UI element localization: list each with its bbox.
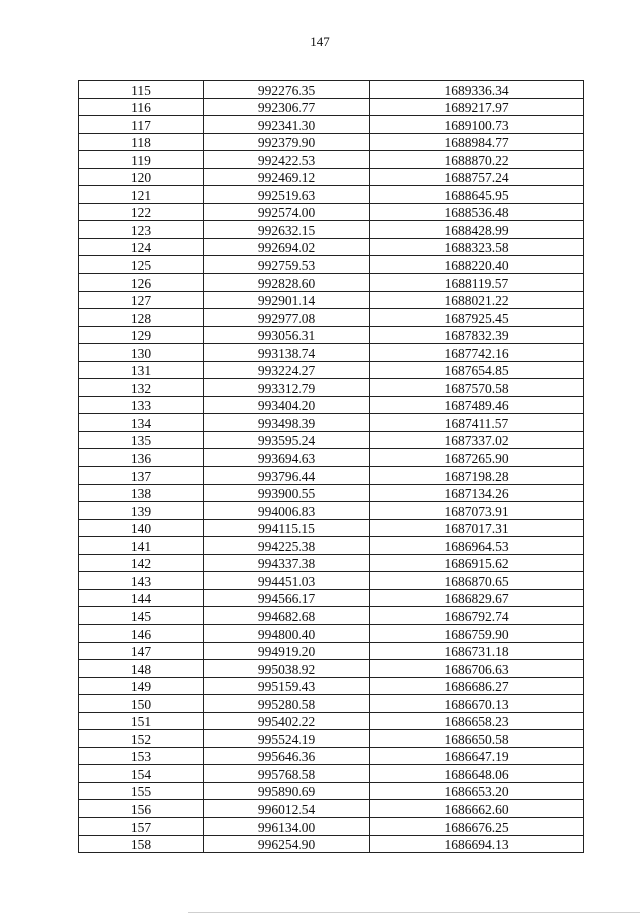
y-coordinate-cell: 1687742.16 <box>370 344 584 362</box>
table-row <box>79 168 584 186</box>
x-coordinate-cell: 995402.22 <box>204 712 370 730</box>
point-number-cell: 140 <box>79 519 204 537</box>
y-coordinate-cell: 1687337.02 <box>370 431 584 449</box>
point-number-cell: 116 <box>79 98 204 116</box>
x-coordinate-cell: 993694.63 <box>204 449 370 467</box>
point-number-cell: 134 <box>79 414 204 432</box>
point-number-cell: 117 <box>79 116 204 134</box>
y-coordinate-cell: 1686731.18 <box>370 642 584 660</box>
table-row <box>79 186 584 204</box>
table-row <box>79 344 584 362</box>
table-row <box>79 624 584 642</box>
x-coordinate-cell: 993138.74 <box>204 344 370 362</box>
point-number-cell: 148 <box>79 660 204 678</box>
x-coordinate-cell: 992632.15 <box>204 221 370 239</box>
point-number-cell: 130 <box>79 344 204 362</box>
coordinate-table-body <box>79 81 584 853</box>
x-coordinate-cell: 992901.14 <box>204 291 370 309</box>
point-number-cell: 118 <box>79 133 204 151</box>
table-row <box>79 309 584 327</box>
y-coordinate-cell: 1688220.40 <box>370 256 584 274</box>
x-coordinate-cell: 993900.55 <box>204 484 370 502</box>
y-coordinate-cell: 1688870.22 <box>370 151 584 169</box>
y-coordinate-cell: 1688323.58 <box>370 238 584 256</box>
x-coordinate-cell: 992574.00 <box>204 203 370 221</box>
y-coordinate-cell: 1686870.65 <box>370 572 584 590</box>
x-coordinate-cell: 995768.58 <box>204 765 370 783</box>
scan-edge-mark <box>188 912 640 913</box>
point-number-cell: 141 <box>79 537 204 555</box>
table-row <box>79 660 584 678</box>
y-coordinate-cell: 1688021.22 <box>370 291 584 309</box>
point-number-cell: 131 <box>79 361 204 379</box>
point-number-cell: 133 <box>79 396 204 414</box>
x-coordinate-cell: 992519.63 <box>204 186 370 204</box>
table-row <box>79 414 584 432</box>
table-row <box>79 572 584 590</box>
point-number-cell: 121 <box>79 186 204 204</box>
x-coordinate-cell: 994919.20 <box>204 642 370 660</box>
table-row <box>79 607 584 625</box>
table-row <box>79 256 584 274</box>
table-row <box>79 221 584 239</box>
y-coordinate-cell: 1687198.28 <box>370 467 584 485</box>
y-coordinate-cell: 1687832.39 <box>370 326 584 344</box>
y-coordinate-cell: 1687925.45 <box>370 309 584 327</box>
point-number-cell: 128 <box>79 309 204 327</box>
point-number-cell: 126 <box>79 274 204 292</box>
y-coordinate-cell: 1686792.74 <box>370 607 584 625</box>
x-coordinate-cell: 993312.79 <box>204 379 370 397</box>
y-coordinate-cell: 1686653.20 <box>370 782 584 800</box>
x-coordinate-cell: 994566.17 <box>204 589 370 607</box>
point-number-cell: 127 <box>79 291 204 309</box>
table-row <box>79 133 584 151</box>
table-row <box>79 519 584 537</box>
y-coordinate-cell: 1687411.57 <box>370 414 584 432</box>
table-row <box>79 817 584 835</box>
x-coordinate-cell: 994800.40 <box>204 624 370 642</box>
y-coordinate-cell: 1689100.73 <box>370 116 584 134</box>
x-coordinate-cell: 996134.00 <box>204 817 370 835</box>
point-number-cell: 150 <box>79 695 204 713</box>
table-row <box>79 502 584 520</box>
y-coordinate-cell: 1686915.62 <box>370 554 584 572</box>
x-coordinate-cell: 995646.36 <box>204 747 370 765</box>
table-row <box>79 835 584 853</box>
table-row <box>79 361 584 379</box>
x-coordinate-cell: 995280.58 <box>204 695 370 713</box>
page-number: 147 <box>310 34 330 49</box>
y-coordinate-cell: 1686662.60 <box>370 800 584 818</box>
y-coordinate-cell: 1686706.63 <box>370 660 584 678</box>
y-coordinate-cell: 1687017.31 <box>370 519 584 537</box>
y-coordinate-cell: 1688645.95 <box>370 186 584 204</box>
y-coordinate-cell: 1688428.99 <box>370 221 584 239</box>
point-number-cell: 123 <box>79 221 204 239</box>
y-coordinate-cell: 1686694.13 <box>370 835 584 853</box>
point-number-cell: 153 <box>79 747 204 765</box>
point-number-cell: 152 <box>79 730 204 748</box>
table-row <box>79 379 584 397</box>
x-coordinate-cell: 993056.31 <box>204 326 370 344</box>
x-coordinate-cell: 992759.53 <box>204 256 370 274</box>
table-row <box>79 800 584 818</box>
point-number-cell: 144 <box>79 589 204 607</box>
y-coordinate-cell: 1687654.85 <box>370 361 584 379</box>
table-row <box>79 730 584 748</box>
table-row <box>79 98 584 116</box>
coordinate-table <box>78 80 584 853</box>
table-row <box>79 712 584 730</box>
x-coordinate-cell: 993498.39 <box>204 414 370 432</box>
x-coordinate-cell: 994225.38 <box>204 537 370 555</box>
y-coordinate-cell: 1688536.48 <box>370 203 584 221</box>
x-coordinate-cell: 993224.27 <box>204 361 370 379</box>
x-coordinate-cell: 992977.08 <box>204 309 370 327</box>
y-coordinate-cell: 1689217.97 <box>370 98 584 116</box>
y-coordinate-cell: 1686670.13 <box>370 695 584 713</box>
point-number-cell: 146 <box>79 624 204 642</box>
x-coordinate-cell: 993404.20 <box>204 396 370 414</box>
table-row <box>79 396 584 414</box>
x-coordinate-cell: 992694.02 <box>204 238 370 256</box>
point-number-cell: 125 <box>79 256 204 274</box>
y-coordinate-cell: 1688119.57 <box>370 274 584 292</box>
point-number-cell: 122 <box>79 203 204 221</box>
x-coordinate-cell: 996254.90 <box>204 835 370 853</box>
point-number-cell: 154 <box>79 765 204 783</box>
x-coordinate-cell: 994337.38 <box>204 554 370 572</box>
table-row <box>79 326 584 344</box>
point-number-cell: 124 <box>79 238 204 256</box>
point-number-cell: 132 <box>79 379 204 397</box>
y-coordinate-cell: 1686686.27 <box>370 677 584 695</box>
x-coordinate-cell: 994451.03 <box>204 572 370 590</box>
y-coordinate-cell: 1686829.67 <box>370 589 584 607</box>
y-coordinate-cell: 1687134.26 <box>370 484 584 502</box>
x-coordinate-cell: 992828.60 <box>204 274 370 292</box>
point-number-cell: 147 <box>79 642 204 660</box>
x-coordinate-cell: 992422.53 <box>204 151 370 169</box>
point-number-cell: 135 <box>79 431 204 449</box>
x-coordinate-cell: 992306.77 <box>204 98 370 116</box>
table-row <box>79 431 584 449</box>
point-number-cell: 155 <box>79 782 204 800</box>
point-number-cell: 158 <box>79 835 204 853</box>
table-row <box>79 537 584 555</box>
table-row <box>79 151 584 169</box>
x-coordinate-cell: 995159.43 <box>204 677 370 695</box>
table-row <box>79 589 584 607</box>
point-number-cell: 129 <box>79 326 204 344</box>
table-row <box>79 695 584 713</box>
table-row <box>79 238 584 256</box>
x-coordinate-cell: 995038.92 <box>204 660 370 678</box>
point-number-cell: 139 <box>79 502 204 520</box>
x-coordinate-cell: 992379.90 <box>204 133 370 151</box>
table-row <box>79 116 584 134</box>
table-row <box>79 554 584 572</box>
y-coordinate-cell: 1687265.90 <box>370 449 584 467</box>
x-coordinate-cell: 995890.69 <box>204 782 370 800</box>
y-coordinate-cell: 1686676.25 <box>370 817 584 835</box>
x-coordinate-cell: 993796.44 <box>204 467 370 485</box>
y-coordinate-cell: 1686964.53 <box>370 537 584 555</box>
table-row <box>79 677 584 695</box>
point-number-cell: 157 <box>79 817 204 835</box>
y-coordinate-cell: 1686650.58 <box>370 730 584 748</box>
table-row <box>79 203 584 221</box>
point-number-cell: 115 <box>79 81 204 99</box>
x-coordinate-cell: 992341.30 <box>204 116 370 134</box>
point-number-cell: 138 <box>79 484 204 502</box>
y-coordinate-cell: 1686647.19 <box>370 747 584 765</box>
table-row <box>79 274 584 292</box>
point-number-cell: 143 <box>79 572 204 590</box>
table-row <box>79 81 584 99</box>
table-row <box>79 782 584 800</box>
point-number-cell: 136 <box>79 449 204 467</box>
x-coordinate-cell: 996012.54 <box>204 800 370 818</box>
table-row <box>79 449 584 467</box>
x-coordinate-cell: 994006.83 <box>204 502 370 520</box>
x-coordinate-cell: 994682.68 <box>204 607 370 625</box>
y-coordinate-cell: 1687073.91 <box>370 502 584 520</box>
y-coordinate-cell: 1689336.34 <box>370 81 584 99</box>
table-row <box>79 642 584 660</box>
y-coordinate-cell: 1688984.77 <box>370 133 584 151</box>
y-coordinate-cell: 1687489.46 <box>370 396 584 414</box>
table-row <box>79 747 584 765</box>
x-coordinate-cell: 993595.24 <box>204 431 370 449</box>
y-coordinate-cell: 1686658.23 <box>370 712 584 730</box>
table-row <box>79 467 584 485</box>
table-row <box>79 765 584 783</box>
point-number-cell: 142 <box>79 554 204 572</box>
x-coordinate-cell: 992469.12 <box>204 168 370 186</box>
y-coordinate-cell: 1686759.90 <box>370 624 584 642</box>
y-coordinate-cell: 1686648.06 <box>370 765 584 783</box>
point-number-cell: 119 <box>79 151 204 169</box>
table-row <box>79 291 584 309</box>
x-coordinate-cell: 994115.15 <box>204 519 370 537</box>
point-number-cell: 137 <box>79 467 204 485</box>
point-number-cell: 145 <box>79 607 204 625</box>
y-coordinate-cell: 1688757.24 <box>370 168 584 186</box>
point-number-cell: 120 <box>79 168 204 186</box>
y-coordinate-cell: 1687570.58 <box>370 379 584 397</box>
point-number-cell: 149 <box>79 677 204 695</box>
point-number-cell: 151 <box>79 712 204 730</box>
x-coordinate-cell: 995524.19 <box>204 730 370 748</box>
point-number-cell: 156 <box>79 800 204 818</box>
x-coordinate-cell: 992276.35 <box>204 81 370 99</box>
table-row <box>79 484 584 502</box>
